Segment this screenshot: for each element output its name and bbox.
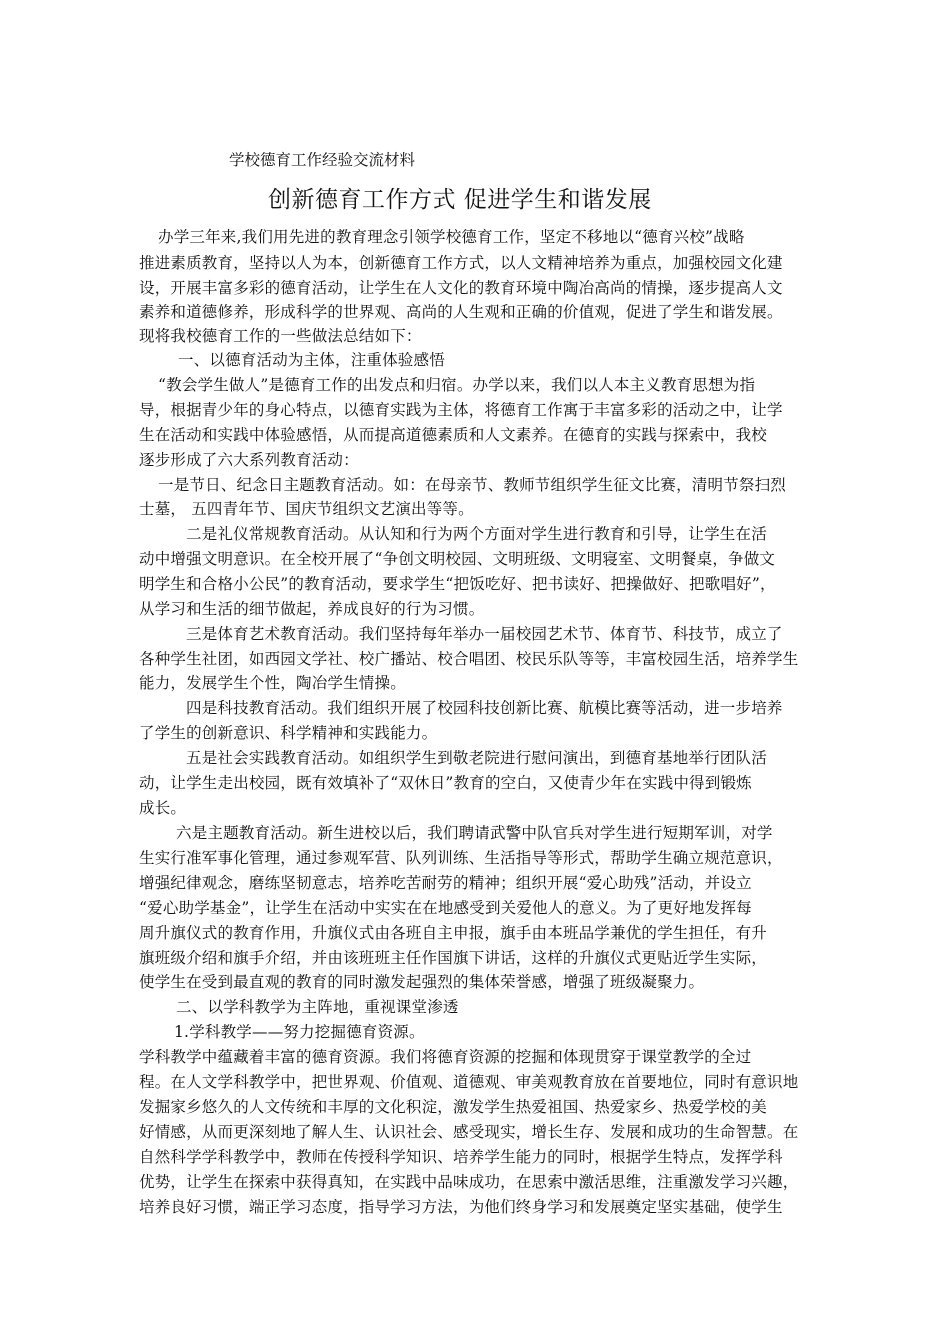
paragraph-line: 明学生和合格小公民”的教育活动，要求学生“把饭吃好、把书读好、把操做好、把歌唱好”，	[139, 575, 776, 593]
paragraph-line: 好情感，从而更深刻地了解人生、认识社会、感受现实，增长生存、发展和成功的生命智慧。在	[139, 1123, 799, 1141]
paragraph-line: 从学习和生活的细节做起，养成良好的行为习惯。	[139, 600, 485, 618]
paragraph-line: 使学生在受到最直观的教育的同时激发起强烈的集体荣誉感，增强了班级凝聚力。	[139, 973, 705, 991]
paragraph-line: 动中增强文明意识。在全校开展了“争创文明校园、文明班级、文明寝室、文明餐桌，争做文	[139, 550, 776, 568]
paragraph-line: 推进素质教育，坚持以人为本，创新德育工作方式，以人文精神培养为重点，加强校园文化建	[139, 254, 783, 272]
paragraph-line: 办学三年来,我们用先进的教育理念引领学校德育工作，坚定不移地以“德育兴校”战略	[158, 228, 745, 246]
paragraph-line: 士墓， 五四青年节、国庆节组织文艺演出等等。	[139, 500, 474, 518]
paragraph-line: 素养和道德修养，形成科学的世界观、高尚的人生观和正确的价值观，促进了学生和谐发展。	[139, 303, 783, 321]
paragraph-line: 导，根据青少年的身心特点，以德育实践为主体，将德育工作寓于丰富多彩的活动之中，让学	[139, 401, 783, 419]
paragraph-line: 现将我校德育工作的一些做法总结如下：	[139, 327, 422, 345]
subsection-heading: 1.学科教学——努力挖掘德育资源。	[174, 1023, 425, 1041]
paragraph-line: 发掘家乡悠久的人文传统和丰厚的文化积淀，激发学生热爱祖国、热爱家乡、热爱学校的美	[139, 1098, 768, 1116]
paragraph-line: 学科教学中蕴藏着丰富的德育资源。我们将德育资源的挖掘和体现贯穿于课堂教学的全过	[139, 1048, 752, 1066]
paragraph-line: 一是节日、纪念日主题教育活动。如：在母亲节、教师节组织学生征文比赛，清明节祭扫烈	[158, 476, 787, 494]
paragraph-line: 各种学生社团，如西园文学社、校广播站、校合唱团、校民乐队等等，丰富校园生活，培养学生	[139, 650, 799, 668]
paragraph-line: 设，开展丰富多彩的德育活动，让学生在人文化的教育环境中陶冶高尚的情操，逐步提高人文	[139, 279, 783, 297]
document-title: 创新德育工作方式 促进学生和谐发展	[268, 187, 652, 213]
paragraph-line: 周升旗仪式的教育作用，升旗仪式由各班自主申报，旗手由本班品学兼优的学生担任，有升	[139, 924, 768, 942]
paragraph-line: 自然科学学科教学中，教师在传授科学知识、培养学生能力的同时，根据学生特点，发挥学科	[139, 1148, 783, 1166]
paragraph-line: 生在活动和实践中体验感悟，从而提高道德素质和人文素养。在德育的实践与探索中，我校	[139, 426, 768, 444]
paragraph-line: 培养良好习惯，端正学习态度，指导学习方法，为他们终身学习和发展奠定坚实基础，使学生	[139, 1198, 783, 1216]
paragraph-line: 四是科技教育活动。我们组织开展了校园科技创新比赛、航模比赛等活动，进一步培养	[186, 699, 783, 717]
paragraph-line: 优势，让学生在探索中获得真知，在实践中品味成功，在思索中激活思维，注重激发学习兴趣，	[139, 1173, 799, 1191]
section-heading: 一、以德育活动为主体，注重体验感悟	[178, 351, 445, 369]
paragraph-line: 能力，发展学生个性，陶冶学生情操。	[139, 674, 406, 692]
paragraph-line: 逐步形成了六大系列教育活动：	[139, 451, 359, 469]
paragraph-line: 成长。	[139, 799, 187, 817]
paragraph-line: 增强纪律观念，磨练坚韧意志，培养吃苦耐劳的精神；组织开展“爱心助残”活动，并设立	[139, 874, 752, 892]
paragraph-line: 五是社会实践教育活动。如组织学生到敬老院进行慰问演出，到德育基地举行团队活	[186, 749, 767, 767]
section-heading: 二、以学科教学为主阵地，重视课堂渗透	[176, 998, 459, 1016]
paragraph-line: 生实行准军事化管理，通过参观军营、队列训练、生活指导等形式，帮助学生确立规范意识，	[139, 849, 783, 867]
paragraph-line: 三是体育艺术教育活动。我们坚持每年举办一届校园艺术节、体育节、科技节，成立了	[186, 625, 783, 643]
paragraph-line: 六是主题教育活动。新生进校以后，我们聘请武警中队官兵对学生进行短期军训，对学	[176, 824, 773, 842]
document-subtitle: 学校德育工作经验交流材料	[229, 151, 416, 169]
paragraph-line: “爱心助学基金”，让学生在活动中实实在在地感受到关爱他人的意义。为了更好地发挥每	[139, 899, 752, 917]
paragraph-line: 程。在人文学科教学中，把世界观、价值观、道德观、审美观教育放在首要地位，同时有意识地	[139, 1073, 799, 1091]
paragraph-line: 二是礼仪常规教育活动。从认知和行为两个方面对学生进行教育和引导，让学生在活	[186, 525, 767, 543]
paragraph-line: 了学生的创新意识、科学精神和实践能力。	[139, 724, 438, 742]
paragraph-line: 动，让学生走出校园，既有效填补了“双休日”教育的空白，又使青少年在实践中得到锻炼	[139, 774, 752, 792]
paragraph-line: “教会学生做人”是德育工作的出发点和归宿。办学以来，我们以人本主义教育思想为指	[158, 376, 756, 394]
paragraph-line: 旗班级介绍和旗手介绍，并由该班班主任作国旗下讲话，这样的升旗仪式更贴近学生实际，	[139, 949, 768, 967]
